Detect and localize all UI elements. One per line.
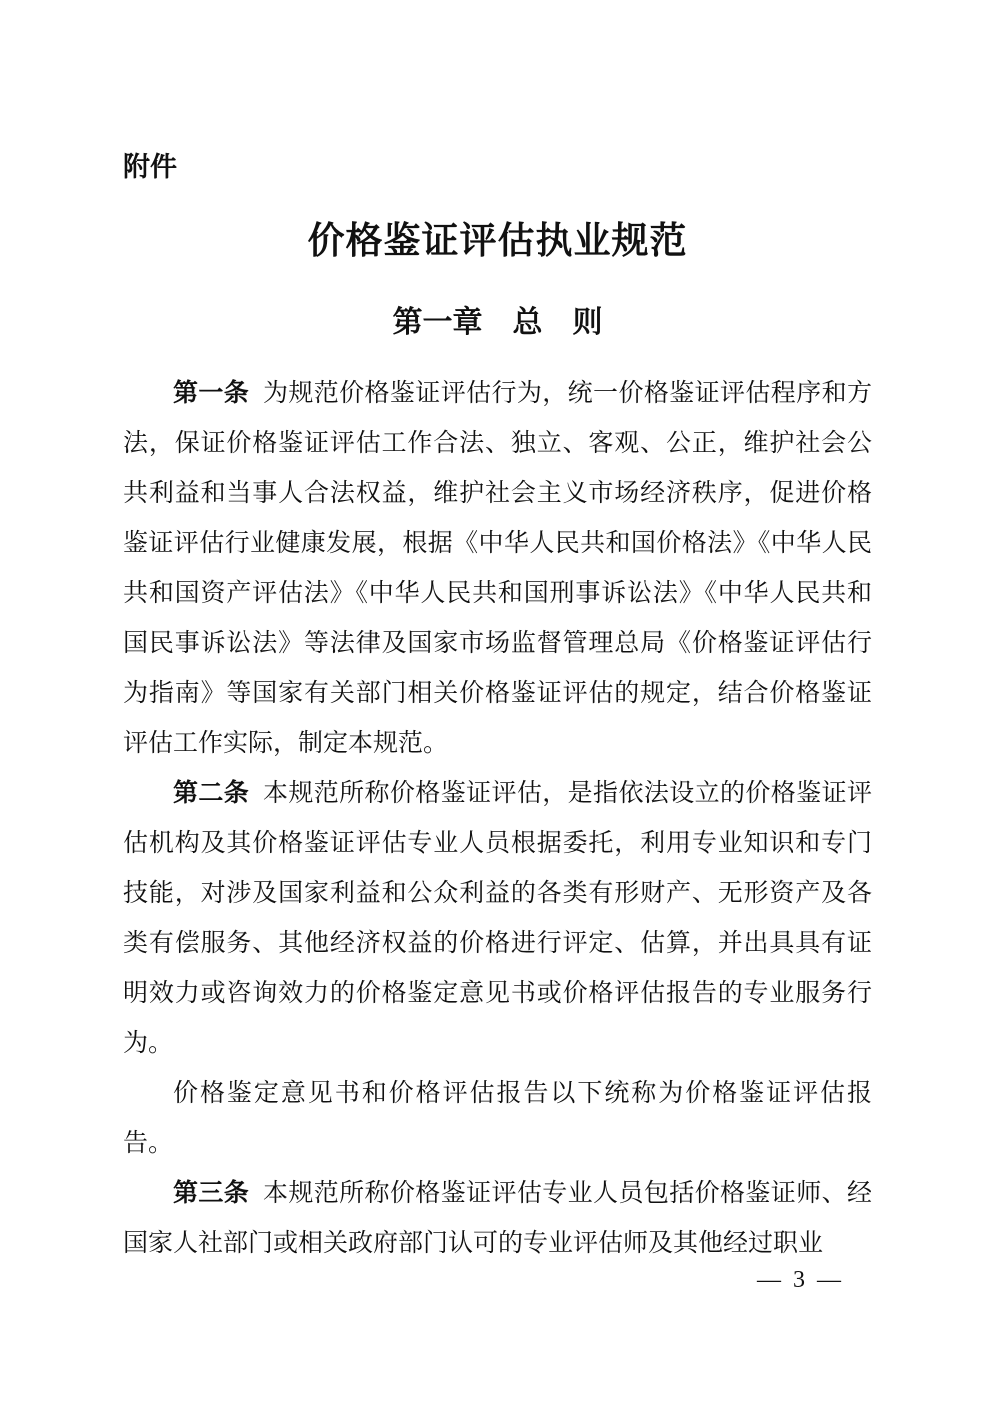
paragraph-article-1 bbox=[123, 369, 872, 769]
article-2-note-text: 价格鉴定意见书和价格评估报告以下统称为价格鉴证评估报告。 bbox=[123, 1080, 872, 1157]
article-3-text: 本规范所称价格鉴证评估专业人员包括价格鉴证师、经国家人社部门或相关政府部门认可的专业评估师及其他经过职业 bbox=[123, 1180, 872, 1257]
page-number: — 3 — bbox=[757, 1267, 844, 1293]
article-3-number: 第三条 bbox=[173, 1180, 250, 1207]
article-2-number: 第二条 bbox=[173, 780, 250, 807]
attachment-label: 附件 bbox=[123, 152, 177, 182]
article-1-text: 为规范价格鉴证评估行为，统一价格鉴证评估程序和方法，保证价格鉴证评估工作合法、独立、客观、公正，维护社会公共利益和当事人合法权益，维护社会主义市场经济秩序，促进价格鉴证评估行业健康发展，根据《中华人民共和国价格法》《中华人民共和国资产评估法》《中华人民共和国刑事诉讼法》《中华人民共和国民事诉讼法》等法律及国家市场监督管理总局《价格鉴证评估行为指南》等国家有关部门相关价格鉴证评估的规定，结合价格鉴证评估工作实际，制定本规范。 bbox=[123, 380, 872, 757]
paragraph-article-2 bbox=[123, 769, 872, 1069]
article-2-text: 本规范所称价格鉴证评估，是指依法设立的价格鉴证评估机构及其价格鉴证评估专业人员根据委托，利用专业知识和专门技能，对涉及国家利益和公众利益的各类有形财产、无形资产及各类有偿服务、其他经济权益的价格进行评定、估算，并出具具有证明效力或咨询效力的价格鉴定意见书或价格评估报告的专业服务行为。 bbox=[123, 780, 872, 1057]
document-title: 价格鉴证评估执业规范 bbox=[307, 221, 688, 262]
chapter-heading: 第一章 总 则 bbox=[392, 306, 603, 339]
article-1-number: 第一条 bbox=[173, 380, 250, 407]
paragraph-article-3 bbox=[123, 1169, 872, 1269]
document-body bbox=[123, 369, 872, 1269]
paragraph-article-2-note bbox=[123, 1069, 872, 1169]
